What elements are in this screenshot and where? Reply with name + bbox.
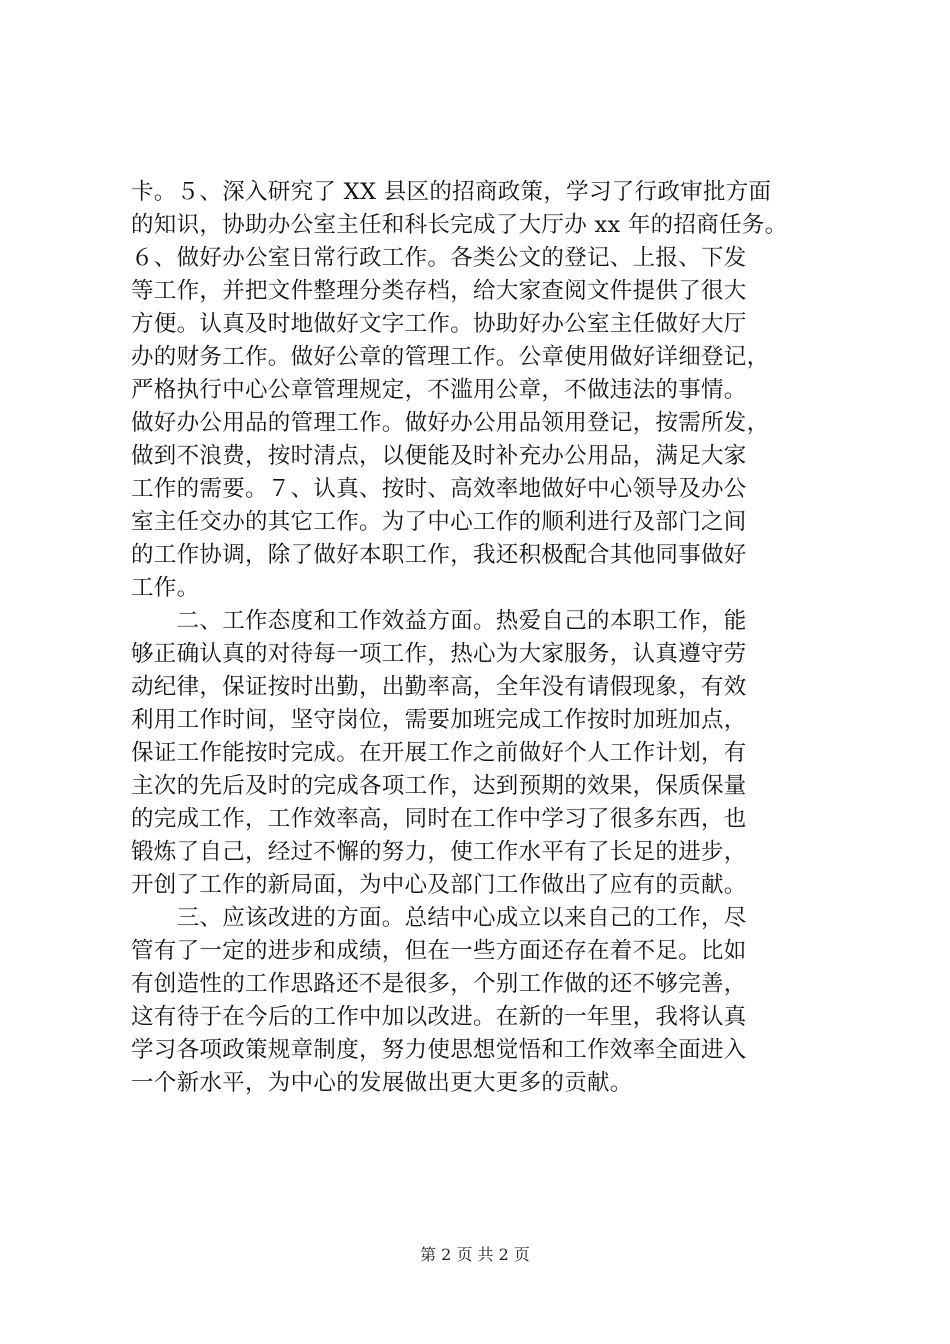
text-line: 严格执行中心公章管理规定，不滥用公章，不做违法的事情。 bbox=[131, 377, 747, 403]
text-line: 做好办公用品的管理工作。做好办公用品领用登记，按需所发， bbox=[131, 410, 770, 436]
text-line: 有创造性的工作思路还不是很多，个别工作做的还不够完善， bbox=[131, 971, 747, 997]
text-line: 三、应该改进的方面。总结中心成立以来自己的工作，尽 bbox=[131, 905, 747, 931]
text-line: ６、做好办公室日常行政工作。各类公文的登记、上报、下发 bbox=[131, 245, 747, 271]
text-line: 这有待于在今后的工作中加以改进。在新的一年里，我将认真 bbox=[131, 1004, 747, 1030]
text-line: 的工作协调，除了做好本职工作，我还积极配合其他同事做好 bbox=[131, 542, 747, 568]
text-line: 二、工作态度和工作效益方面。热爱自己的本职工作，能 bbox=[131, 608, 747, 634]
text-line: 锻炼了自己，经过不懈的努力，使工作水平有了长足的进步， bbox=[131, 839, 747, 865]
text-line: 的完成工作，工作效率高，同时在工作中学习了很多东西，也 bbox=[131, 806, 747, 832]
page-number-footer: 第 2 页 共 2 页 bbox=[420, 1245, 530, 1264]
text-line: 办的财务工作。做好公章的管理工作。公章使用做好详细登记， bbox=[131, 344, 770, 370]
text-line: 卡。５、深入研究了 XX 县区的招商政策，学习了行政审批方面 bbox=[131, 179, 772, 205]
text-line: 方便。认真及时地做好文字工作。协助好办公室主任做好大厅 bbox=[131, 311, 747, 337]
text-line: 等工作，并把文件整理分类存档，给大家查阅文件提供了很大 bbox=[131, 278, 747, 304]
text-line: 工作。 bbox=[131, 575, 200, 601]
text-line: 工作的需要。７、认真、按时、高效率地做好中心领导及办公 bbox=[131, 476, 747, 502]
body-text bbox=[131, 176, 831, 1100]
text-line: 开创了工作的新局面，为中心及部门工作做出了应有的贡献。 bbox=[131, 872, 747, 898]
text-line: 利用工作时间，坚守岗位，需要加班完成工作按时加班加点， bbox=[131, 707, 747, 733]
text-line: 主次的先后及时的完成各项工作，达到预期的效果，保质保量 bbox=[131, 773, 747, 799]
text-line: 一个新水平，为中心的发展做出更大更多的贡献。 bbox=[131, 1070, 633, 1096]
text-line: 管有了一定的进步和成绩，但在一些方面还存在着不足。比如 bbox=[131, 938, 747, 964]
text-line: 做到不浪费，按时清点，以便能及时补充办公用品，满足大家 bbox=[131, 443, 747, 469]
text-line: 够正确认真的对待每一项工作，热心为大家服务，认真遵守劳 bbox=[131, 641, 747, 667]
text-line: 动纪律，保证按时出勤，出勤率高，全年没有请假现象，有效 bbox=[131, 674, 747, 700]
text-line: 的知识，协助办公室主任和科长完成了大厅办 xx 年的招商任务。 bbox=[131, 212, 788, 238]
text-line: 学习各项政策规章制度，努力使思想觉悟和工作效率全面进入 bbox=[131, 1037, 747, 1063]
text-line: 室主任交办的其它工作。为了中心工作的顺利进行及部门之间 bbox=[131, 509, 747, 535]
text-line: 保证工作能按时完成。在开展工作之前做好个人工作计划，有 bbox=[131, 740, 747, 766]
